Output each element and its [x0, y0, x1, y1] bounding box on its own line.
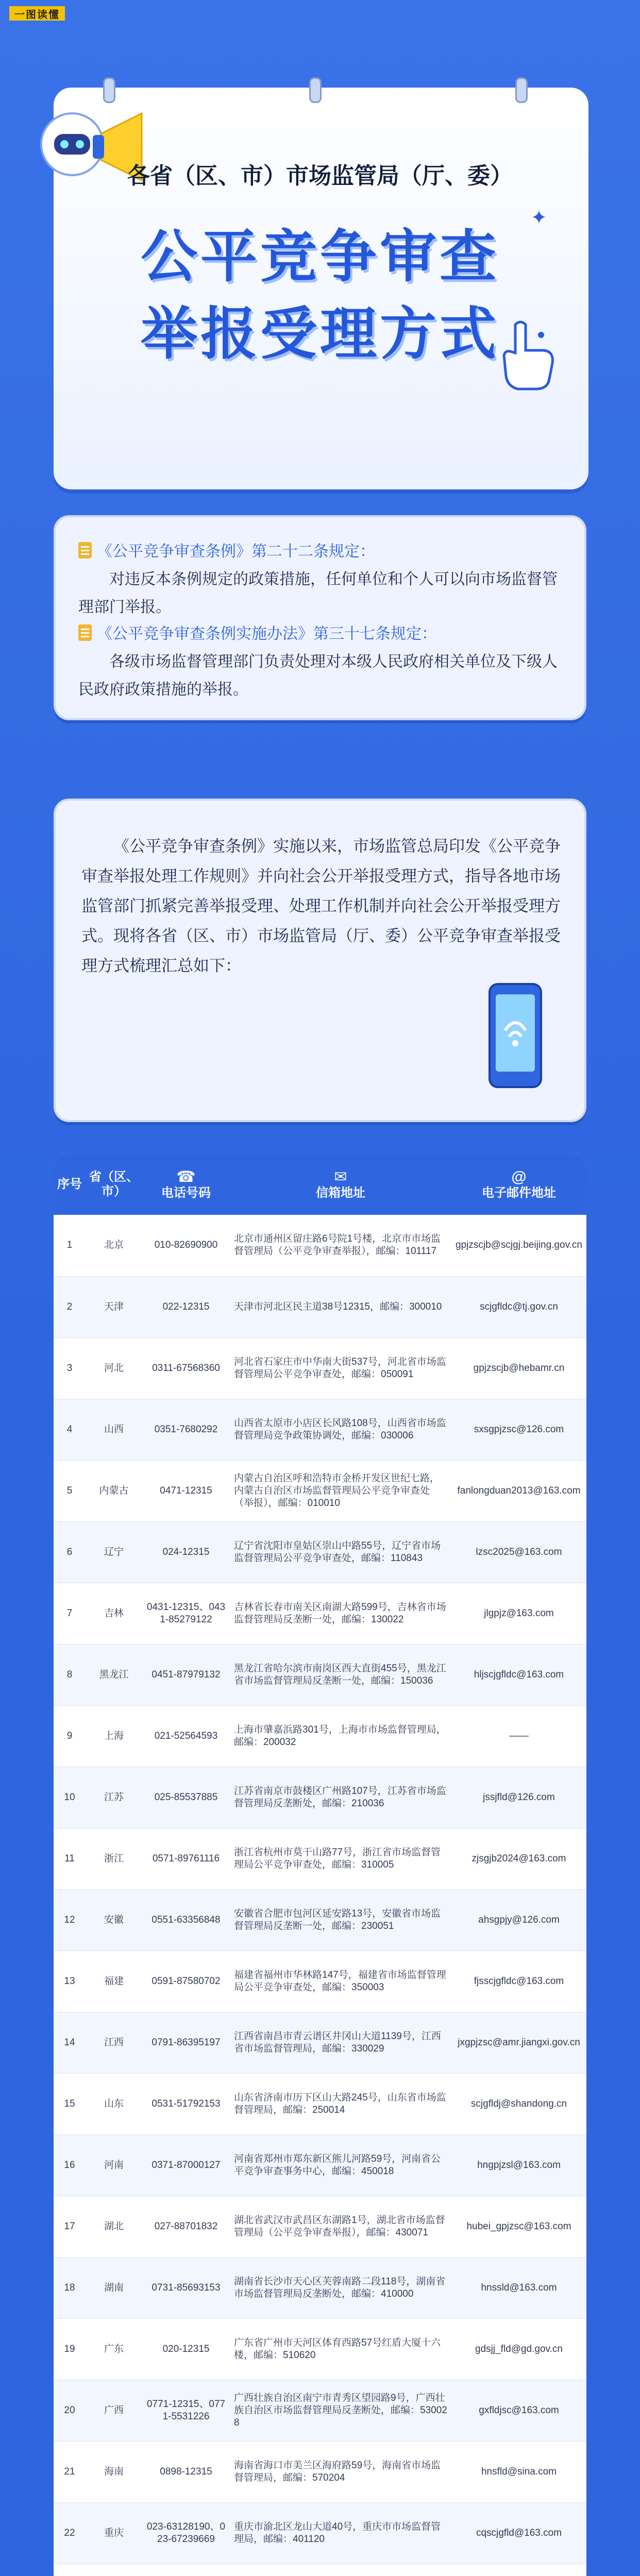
cell-phone: 0898-12315 — [142, 2441, 230, 2502]
cell-phone: 0791-86395197 — [142, 2012, 230, 2073]
table-row — [54, 1889, 586, 1951]
law-block-1 — [78, 538, 563, 621]
cell-email: hubei_gpjzsc@163.com — [451, 2196, 586, 2257]
document-icon — [78, 542, 92, 558]
header-no: 序号 — [54, 1154, 86, 1215]
cell-mail: 湖南省长沙市天心区芙蓉南路二段118号，湖南省市场监督管理局反垄断处，邮编：410000 — [230, 2257, 451, 2318]
table-row — [54, 2318, 586, 2380]
cell-email: fjsscjgfldc@163.com — [451, 1951, 586, 2012]
cell-region: 山西 — [86, 1399, 142, 1460]
cell-no: 7 — [54, 1583, 86, 1644]
header-phone: ☎ 电话号码 — [142, 1154, 230, 1215]
email-icon: @ — [511, 1168, 527, 1185]
table-header-row — [54, 1154, 586, 1215]
cell-email: —— — [451, 1705, 586, 1767]
cell-phone: 022-12315 — [142, 1276, 230, 1337]
table-row — [54, 2380, 586, 2441]
cell-email: cqscjgfld@163.com — [451, 2502, 586, 2564]
cell-email: scjgfldc@tj.gov.cn — [451, 1276, 586, 1337]
cell-no: 21 — [54, 2441, 86, 2502]
cell-email: fanlongduan2013@163.com — [451, 1460, 586, 1521]
cell-phone: 0591-87580702 — [142, 1951, 230, 2012]
cell-region: 重庆 — [86, 2502, 142, 2564]
law-block-2 — [78, 620, 563, 704]
cell-region: 内蒙古 — [86, 1460, 142, 1521]
intro-text: 《公平竞争审查条例》实施以来，市场监管总局印发《公平竞争审查举报处理工作规则》并向社会公开举报受理方式，指导各地市场监管部门抓紧完善举报受理、处理工作机制并向社会公开举报受理方式。现将各省（区、市）市场监管局（厅、委）公平竞争审查举报受理方式梳理汇总如下： — [81, 837, 561, 975]
cell-mail: 浙江省杭州市莫干山路77号，浙江省市场监督管理局公平竞争审查处，邮编：310005 — [230, 1828, 451, 1889]
cell-mail: 上海市肇嘉浜路301号，上海市市场监督管理局，邮编：200032 — [230, 1705, 451, 1767]
page-title-line1: 公平竞争审查 — [141, 225, 499, 289]
cell-region: 湖南 — [86, 2257, 142, 2318]
cell-no: 13 — [54, 1951, 86, 2012]
header-mail: ✉ 信箱地址 — [230, 1154, 451, 1215]
cell-no: 11 — [54, 1828, 86, 1889]
cell-email: scjgfldj@shandong.cn — [451, 2073, 586, 2134]
cell-phone — [142, 2564, 230, 2576]
table-row — [54, 2564, 586, 2576]
table-row — [54, 1705, 586, 1767]
cell-region: 天津 — [86, 1276, 142, 1337]
law-title-1: 《公平竞争审查条例》第二十二条规定： — [97, 543, 375, 560]
cell-email: ahsgpjy@126.com — [451, 1889, 586, 1951]
law-text-1: 对违反本条例规定的政策措施，任何单位和个人可以向市场监督管理部门举报。 — [78, 571, 558, 616]
cell-mail: 河南省郑州市郑东新区熊儿河路59号，河南省公平竞争审查事务中心，邮编：450018 — [230, 2134, 451, 2196]
cell-region: 山东 — [86, 2073, 142, 2134]
cell-region: 吉林 — [86, 1583, 142, 1644]
cell-email: hngpjzsl@163.com — [451, 2134, 586, 2196]
cell-no: 17 — [54, 2196, 86, 2257]
cell-mail: 广东省广州市天河区体育西路57号红盾大厦十六楼，邮编：510620 — [230, 2318, 451, 2380]
cell-email: jssjfld@126.com — [451, 1767, 586, 1828]
cell-mail: 吉林省长春市南关区南湖大路599号，吉林省市场监督管理局反垄断一处，邮编：130022 — [230, 1583, 451, 1644]
table-row — [54, 1215, 586, 1276]
cell-phone: 025-85537885 — [142, 1767, 230, 1828]
cell-no: 4 — [54, 1399, 86, 1460]
cell-no: 14 — [54, 2012, 86, 2073]
cell-email: hnssld@163.com — [451, 2257, 586, 2318]
table-row — [54, 1276, 586, 1337]
cell-no: 8 — [54, 1644, 86, 1705]
cell-region: 安徽 — [86, 1889, 142, 1951]
cell-mail: 江苏省南京市鼓楼区广州路107号，江苏省市场监督管理局反垄断处，邮编：210036 — [230, 1767, 451, 1828]
cell-region: 浙江 — [86, 1828, 142, 1889]
cell-email: gdsjj_fld@gd.gov.cn — [451, 2318, 586, 2380]
cell-mail: 河北省石家庄市中华南大街537号，河北省市场监督管理局公平竞争审查处，邮编：050091 — [230, 1337, 451, 1399]
cell-phone: 023-63128190、023-67239669 — [142, 2502, 230, 2564]
cell-mail: 黑龙江省哈尔滨市南岗区西大直街455号，黑龙江省市场监督管理局反垄断一处，邮编：150036 — [230, 1644, 451, 1705]
cell-region — [86, 2564, 142, 2576]
cell-phone: 0551-63356848 — [142, 1889, 230, 1951]
table-row — [54, 2012, 586, 2073]
table-row — [54, 2441, 586, 2502]
category-tag: 一图读懂 — [9, 6, 65, 21]
cell-no: 6 — [54, 1521, 86, 1583]
cell-region: 海南 — [86, 2441, 142, 2502]
cell-mail: 广西壮族自治区南宁市青秀区望园路9号，广西壮族自治区市场监督管理局反垄断处，邮编：530028 — [230, 2380, 451, 2441]
cell-phone: 010-82690900 — [142, 1215, 230, 1276]
table-row — [54, 1644, 586, 1705]
cell-no: 18 — [54, 2257, 86, 2318]
phone-icon: ☎ — [176, 1168, 196, 1185]
cell-no: 5 — [54, 1460, 86, 1521]
cell-email: gpjzscjb@hebamr.cn — [451, 1337, 586, 1399]
cell-region: 广西 — [86, 2380, 142, 2441]
cell-mail: 山东省济南市历下区山大路245号，山东省市场监督管理局，邮编：250014 — [230, 2073, 451, 2134]
table-row — [54, 2257, 586, 2318]
header-region: 省（区、市） — [86, 1154, 142, 1215]
cell-mail: 湖北省武汉市武昌区东湖路1号，湖北省市场监督管理局（公平竞争审查举报），邮编：430071 — [230, 2196, 451, 2257]
cell-mail: 海南省海口市美兰区海府路59号，海南省市场监督管理局，邮编：570204 — [230, 2441, 451, 2502]
cell-no: 9 — [54, 1705, 86, 1767]
cell-email: gpjzscjb@scjgj.beijing.gov.cn — [451, 1215, 586, 1276]
cell-region: 江苏 — [86, 1767, 142, 1828]
cell-phone: 027-88701832 — [142, 2196, 230, 2257]
binder-ring — [515, 77, 528, 103]
cell-no: 16 — [54, 2134, 86, 2196]
cell-email: jxgpjzsc@amr.jiangxi.gov.cn — [451, 2012, 586, 2073]
pointing-hand-icon — [495, 314, 562, 392]
cell-phone: 0571-89761116 — [142, 1828, 230, 1889]
cell-no: 20 — [54, 2380, 86, 2441]
cell-no: 12 — [54, 1889, 86, 1951]
subtitle: 各省（区、市）市场监管局（厅、委） — [127, 163, 513, 189]
cell-phone: 0451-87979132 — [142, 1644, 230, 1705]
cell-region: 福建 — [86, 1951, 142, 2012]
cell-mail — [230, 2564, 451, 2576]
header-email: @ 电子邮件地址 — [451, 1154, 586, 1215]
cell-no — [54, 2564, 86, 2576]
binder-ring — [309, 77, 322, 103]
cell-no: 10 — [54, 1767, 86, 1828]
table-row — [54, 2134, 586, 2196]
page-title-line2: 举报受理方式 — [141, 302, 499, 366]
cell-mail: 内蒙古自治区呼和浩特市金桥开发区世纪七路，内蒙古自治区市场监督管理局公平竞争审查处（举报），邮编：010010 — [230, 1460, 451, 1521]
cell-mail: 安徽省合肥市包河区延安路13号，安徽省市场监督管理局反垄断一处，邮编：230051 — [230, 1889, 451, 1951]
table-row — [54, 1337, 586, 1399]
cell-region: 河北 — [86, 1337, 142, 1399]
cell-mail: 辽宁省沈阳市皇姑区崇山中路55号，辽宁省市场监督管理局公平竞争审查处，邮编：110843 — [230, 1521, 451, 1583]
cell-email: jlgpjz@163.com — [451, 1583, 586, 1644]
table-row — [54, 1460, 586, 1521]
cell-phone: 0351-7680292 — [142, 1399, 230, 1460]
table-row — [54, 2073, 586, 2134]
mailbox-icon: ✉ — [334, 1168, 347, 1185]
contact-table-card — [54, 1154, 586, 2576]
cell-mail: 江西省南昌市青云谱区井冈山大道1139号，江西省市场监督管理局，邮编：330029 — [230, 2012, 451, 2073]
cell-phone: 0531-51792153 — [142, 2073, 230, 2134]
cell-mail: 天津市河北区民主道38号12315，邮编：300010 — [230, 1276, 451, 1337]
cell-email: hljscjgfldc@163.com — [451, 1644, 586, 1705]
cell-email: sxsgpjzsc@126.com — [451, 1399, 586, 1460]
cell-region: 北京 — [86, 1215, 142, 1276]
cell-region: 广东 — [86, 2318, 142, 2380]
cell-email: lzsc2025@163.com — [451, 1521, 586, 1583]
table-row — [54, 1828, 586, 1889]
cell-phone: 0431-12315、0431-85279122 — [142, 1583, 230, 1644]
table-row — [54, 1521, 586, 1583]
cell-phone: 024-12315 — [142, 1521, 230, 1583]
cell-email: zjsgjb2024@163.com — [451, 1828, 586, 1889]
table-row — [54, 1583, 586, 1644]
cell-no: 15 — [54, 2073, 86, 2134]
cell-phone: 020-12315 — [142, 2318, 230, 2380]
cell-mail: 福建省福州市华林路147号，福建省市场监督管理局公平竞争审查处，邮编：350003 — [230, 1951, 451, 2012]
phone-icon — [479, 979, 551, 1092]
cell-phone: 0311-67568360 — [142, 1337, 230, 1399]
cell-email: gxfldjsc@163.com — [451, 2380, 586, 2441]
law-text-2: 各级市场监督管理部门负责处理对本级人民政府相关单位及下级人民政府政策措施的举报。 — [78, 653, 558, 698]
cell-phone: 021-52564593 — [142, 1705, 230, 1767]
cell-region: 河南 — [86, 2134, 142, 2196]
cell-email — [451, 2564, 586, 2576]
cell-region: 湖北 — [86, 2196, 142, 2257]
cell-phone: 0731-85693153 — [142, 2257, 230, 2318]
cell-phone: 0371-87000127 — [142, 2134, 230, 2196]
cell-mail: 北京市通州区留庄路6号院1号楼，北京市市场监督管理局（公平竞争审查举报），邮编：101117 — [230, 1215, 451, 1276]
cell-email: hnsfld@sina.com — [451, 2441, 586, 2502]
table-row — [54, 2196, 586, 2257]
sparkle-icon: ✦ — [531, 207, 547, 229]
cell-region: 江西 — [86, 2012, 142, 2073]
cell-no: 2 — [54, 1276, 86, 1337]
cell-no: 19 — [54, 2318, 86, 2380]
table-row — [54, 1951, 586, 2012]
document-icon — [78, 624, 92, 641]
cell-no: 3 — [54, 1337, 86, 1399]
cell-region: 辽宁 — [86, 1521, 142, 1583]
law-title-2: 《公平竞争审查条例实施办法》第三十七条规定： — [97, 625, 437, 642]
table-row — [54, 2502, 586, 2564]
cell-mail: 山西省太原市小店区长风路108号，山西省市场监督管理局竞争政策协调处，邮编：030006 — [230, 1399, 451, 1460]
contact-table — [54, 1154, 586, 2576]
cell-region: 黑龙江 — [86, 1644, 142, 1705]
table-row — [54, 1767, 586, 1828]
cell-phone: 0471-12315 — [142, 1460, 230, 1521]
table-row — [54, 1399, 586, 1460]
cell-no: 22 — [54, 2502, 86, 2564]
regulation-card — [54, 515, 586, 720]
cell-region: 上海 — [86, 1705, 142, 1767]
cell-phone: 0771-12315、0771-5531226 — [142, 2380, 230, 2441]
cell-no: 1 — [54, 1215, 86, 1276]
cell-mail: 重庆市渝北区龙山大道40号，重庆市市场监督管理局，邮编：401120 — [230, 2502, 451, 2564]
